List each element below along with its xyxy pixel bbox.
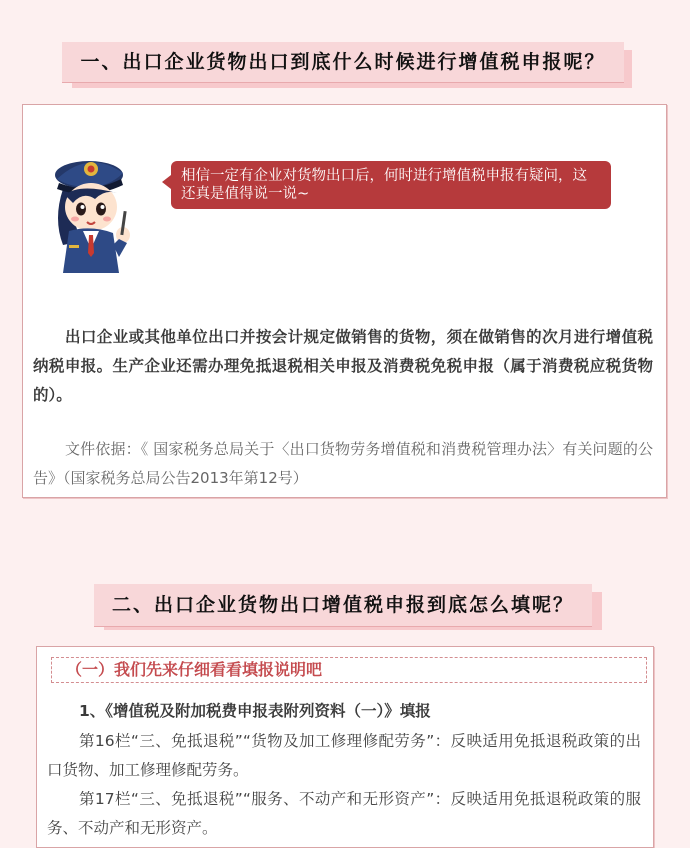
- section-2-heading: 二、出口企业货物出口增值税申报到底怎么填呢？: [94, 584, 592, 627]
- section-1-card: [22, 104, 667, 498]
- line-17-description: 第17栏“三、免抵退税”“服务、不动产和无形资产”：反映适用免抵退税政策的服务、不动产和无形资产。: [47, 790, 641, 837]
- form-item-title: 1、《增值税及附加税费申报表附列资料（一）》填报: [79, 702, 431, 720]
- tax-officer-mascot-icon: [39, 149, 143, 277]
- speech-bubble: 相信一定有企业对货物出口后，何时进行增值税申报有疑问，这还真是值得说一说~: [171, 161, 611, 209]
- section-1-paragraph: 出口企业或其他单位出口并按会计规定做销售的货物，须在做销售的次月进行增值税纳税申报。生产企业还需办理免抵退税相关申报及消费税免税申报（属于消费税应税货物的）。: [33, 328, 653, 404]
- legal-basis-text: 文件依据：《 国家税务总局关于〈出口货物劳务增值税和消费税管理办法〉有关问题的公告》（国家税务总局公告2013年第12号）: [33, 440, 653, 487]
- line-16-description: 第16栏“三、免抵退税”“货物及加工修理修配劳务”：反映适用免抵退税政策的出口货物、加工修理修配劳务。: [47, 732, 641, 779]
- subheading-box: （一）我们先来仔细看看填报说明吧: [51, 657, 647, 683]
- section-2-card: [36, 646, 654, 848]
- section-1-heading: 一、出口企业货物出口到底什么时候进行增值税申报呢？: [62, 42, 624, 83]
